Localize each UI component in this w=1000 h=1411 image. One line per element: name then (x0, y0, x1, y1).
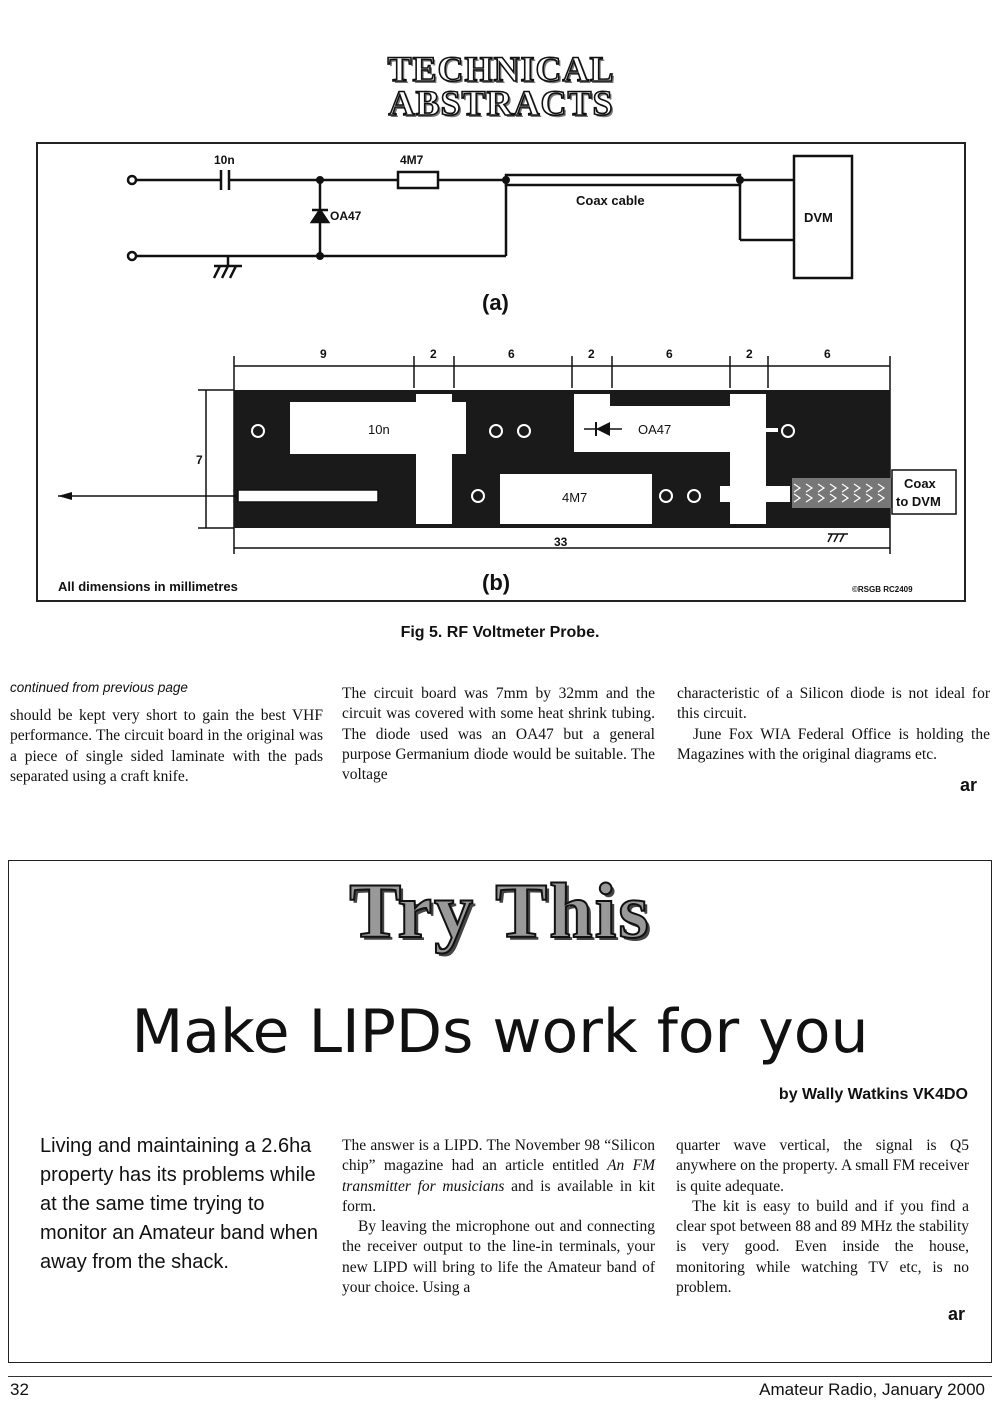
article2-end-mark: ar (948, 1304, 966, 1324)
article-intro: Living and maintaining a 2.6ha property has its problems while at the same time trying to monitor an Amateur band when away from the shack. (40, 1135, 318, 1273)
article2-column-2 (342, 1136, 655, 1298)
article-byline: by Wally Watkins VK4DO (778, 1086, 968, 1103)
dim-label-6: 2 (746, 347, 753, 361)
schematic-a (128, 156, 852, 278)
board-coax-label-line2: to DVM (896, 494, 941, 509)
article2-col2-para1-b: and is available in kit form. (342, 1177, 656, 1215)
page-number: 32 (10, 1380, 29, 1399)
continued-note: continued from previous page (10, 680, 188, 695)
figure-dimensions-note: All dimensions in millimetres (58, 579, 238, 594)
article-title: Make LIPDs work for you (131, 997, 869, 1067)
figure-caption: Fig 5. RF Voltmeter Probe. (400, 624, 600, 641)
dim-label-4: 2 (588, 347, 595, 361)
article1-col3-para1: characteristic of a Silicon diode is not ideal for this circuit. (677, 685, 990, 723)
figure-credit: ©RSGB RC2409 (852, 585, 913, 594)
schematic-diode-label: OA47 (330, 209, 362, 223)
figure-drawing (38, 144, 964, 600)
schematic-capacitor-label: 10n (214, 153, 235, 167)
schematic-resistor-label: 4M7 (400, 153, 424, 167)
board-coax-label-line1: Coax (904, 476, 936, 491)
article1-col3-para2: June Fox WIA Federal Office is holding the Magazines with the original diagrams etc. (677, 725, 990, 763)
dim-label-5: 6 (666, 347, 673, 361)
dim-label-3: 6 (508, 347, 515, 361)
article1-col2-text: The circuit board was 7mm by 32mm and the circuit was covered with some heat shrink tubing. The diode used was an OA47 but a general purpose Germanium diode would be suitable. The voltage (342, 685, 655, 784)
try-this-logo: Try This (349, 867, 651, 954)
article2-column-3 (676, 1136, 969, 1298)
article2-col2-para2: By leaving the microphone out and connecting the receiver output to the line-in terminals, your new LIPD will bring to life the Amateur band of your choice. Using a (342, 1218, 655, 1297)
issue-info: Amateur Radio, January 2000 (759, 1380, 985, 1399)
article1-column-2 (342, 684, 655, 785)
figure-rf-voltmeter-probe (36, 142, 966, 602)
dim-label-1: 9 (320, 347, 327, 361)
article1-column-1 (10, 706, 323, 787)
schematic-part-label: (a) (482, 290, 509, 315)
schematic-coax-label: Coax cable (576, 193, 645, 208)
board-part-label: (b) (482, 570, 511, 595)
article1-end-mark: ar (960, 775, 978, 795)
board-diode-label: OA47 (638, 422, 672, 437)
article2-col3-para2: The kit is easy to build and if you find a clear spot between 88 and 89 MHz the stability is very good. Even inside the house, monitoring while watching TV etc, is no problem. (676, 1197, 969, 1297)
board-capacitor-label: 10n (368, 422, 390, 437)
article1-column-3 (677, 684, 990, 765)
header-line-2: ABSTRACTS (388, 83, 614, 123)
footer-rule (8, 1376, 992, 1377)
section-header-technical-abstracts (370, 49, 632, 127)
dim-label-2: 2 (430, 347, 437, 361)
article2-col2-para1-title: An FM transmitter for musicians (342, 1157, 655, 1195)
dim-label-7: 6 (824, 347, 831, 361)
header-line-1: TECHNICAL (387, 49, 615, 89)
article2-col2-para1-a: The answer is a LIPD. The November 98 “Silicon chip” magazine had an article entitled (342, 1137, 655, 1175)
board-drawing (58, 390, 956, 542)
dim-label-height: 7 (196, 453, 203, 467)
article1-col1-text: should be kept very short to gain the best VHF performance. The circuit board in the original was a piece of single sided laminate with the pads separated using a craft knife. (10, 707, 323, 785)
dim-label-total: 33 (554, 535, 568, 549)
schematic-dvm-label: DVM (804, 210, 833, 225)
board-resistor-label: 4M7 (562, 490, 588, 505)
article2-col2-para1 (342, 1136, 655, 1217)
article2-col3-para1: quarter wave vertical, the signal is Q5 anywhere on the property. A small FM receiver is quite adequate. (676, 1137, 969, 1195)
